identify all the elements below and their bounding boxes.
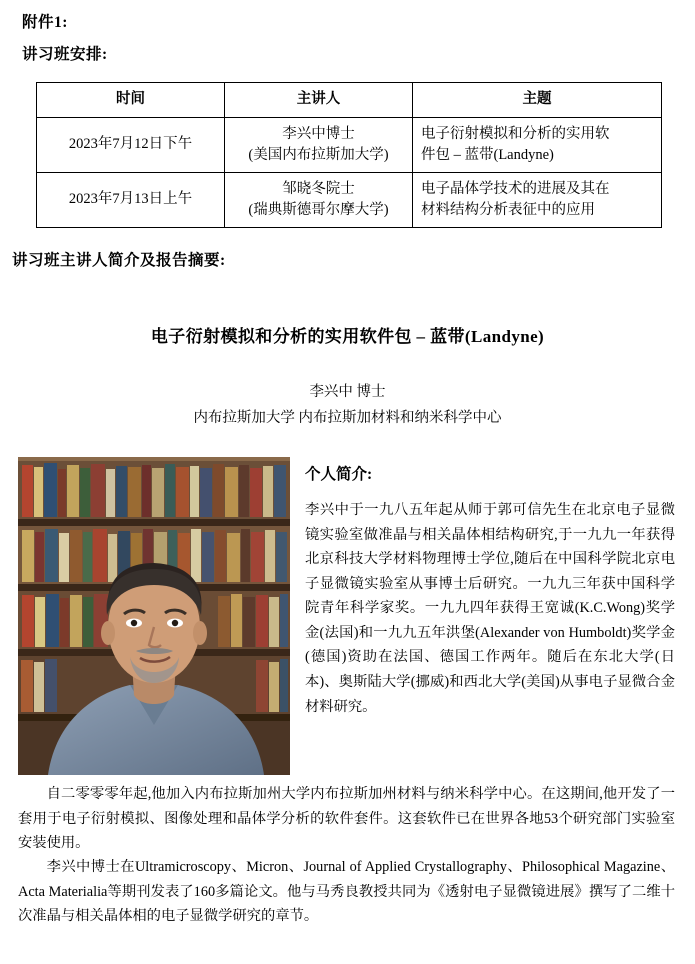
cell-speaker-affiliation: (美国内布拉斯加大学) <box>248 147 389 163</box>
schedule-table <box>36 82 662 228</box>
cell-topic-line-1: 电子衍射模拟和分析的实用软 <box>421 125 610 142</box>
schedule-heading: 讲习班安排: <box>22 46 108 63</box>
cell-speaker <box>225 173 413 228</box>
cell-topic <box>413 173 662 228</box>
cell-speaker-affiliation: (瑞典斯德哥尔摩大学) <box>248 202 389 218</box>
column-header-topic: 主题 <box>413 83 662 118</box>
attachment-label: 附件1: <box>22 14 68 31</box>
table-row <box>37 118 662 173</box>
column-header-time: 时间 <box>37 83 225 118</box>
portrait-photo <box>18 457 290 775</box>
cell-speaker-name: 李兴中博士 <box>282 125 355 142</box>
bio-heading: 个人简介: <box>305 466 373 483</box>
cell-topic-line-2: 件包 – 蓝带(Landyne) <box>421 147 554 163</box>
bio-paragraph-1: 李兴中于一九八五年起从师于郭可信先生在北京电子显微镜实验室做准晶与相关晶体相结构研究,于一九九一年获得北京科技大学材料物理博士学位,随后在中国科学院北京电子显微镜实验室从事博士后研究。一九九三年获中国科学院青年科学家奖。一九九四年获得王宽诚(K.C.Wong)奖学金(法国)和一九九五年洪堡(Alexander von Humboldt)奖学金(德国)资助在法国、德国工作两年。随后在东北大学(日本)、奥斯陆大学(挪威)和西北大学(美国)从事电子显微合金材料研究。 <box>305 502 675 715</box>
talk-speaker-affiliation: 内布拉斯加大学 内布拉斯加材料和纳米科学中心 <box>193 410 502 426</box>
table-header-row <box>37 83 662 118</box>
speakers-heading: 讲习班主讲人简介及报告摘要: <box>12 252 226 269</box>
cell-time: 2023年7月13日上午 <box>37 173 225 228</box>
cell-topic <box>413 118 662 173</box>
talk-title: 电子衍射模拟和分析的实用软件包 – 蓝带(Landyne) <box>150 327 545 346</box>
bio-paragraph-3: 李兴中博士在Ultramicroscopy、Micron、Journal of Applied Crystallography、Philosophical Magazine、Acta Materialia等期刊发表了160多篇论文。他与马秀良教授共同为《透射电子显微镜进展》撰写了二维十次准晶与相关晶体相的电子显微学研究的章节。 <box>18 859 675 925</box>
bio-paragraph-2: 自二零零零年起,他加入内布拉斯加州大学内布拉斯加州材料与纳米科学中心。在这期间,他开发了一套用于电子衍射模拟、图像处理和晶体学分析的软件套件。这套软件已在世界各地53个研究部门实验室安装使用。 <box>18 786 675 852</box>
cell-speaker <box>225 118 413 173</box>
cell-speaker-name: 邹晓冬院士 <box>282 180 355 197</box>
cell-topic-line-1: 电子晶体学技术的进展及其在 <box>421 180 610 197</box>
cell-topic-line-2: 材料结构分析表征中的应用 <box>421 202 595 218</box>
cell-time: 2023年7月12日下午 <box>37 118 225 173</box>
column-header-speaker: 主讲人 <box>225 83 413 118</box>
talk-speaker-name: 李兴中 博士 <box>309 384 386 400</box>
table-row <box>37 173 662 228</box>
